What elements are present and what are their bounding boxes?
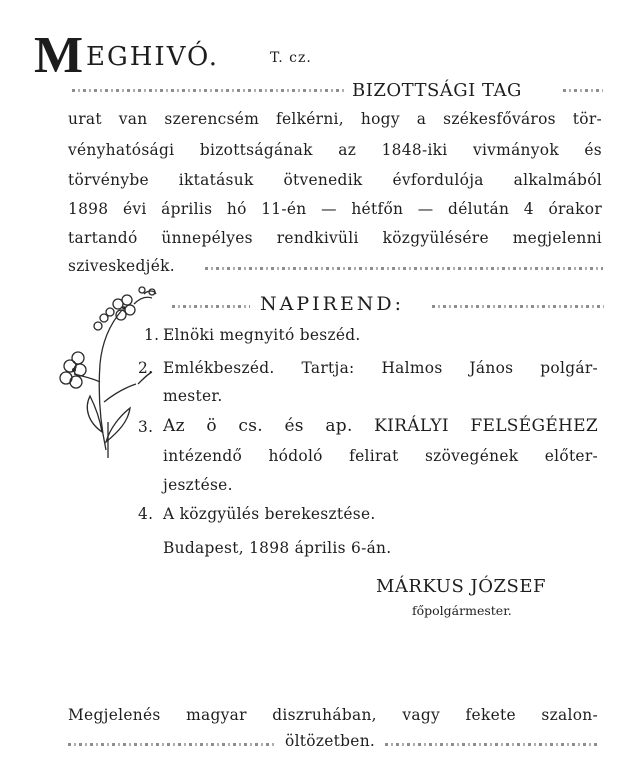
agenda-item-number: 2. xyxy=(138,359,154,377)
body-line: törvénybe iktatásuk ötvenedik évfordulója alkalmából xyxy=(68,171,602,189)
agenda-item-text: Elnöki megnyitó beszéd. xyxy=(163,326,361,344)
ornamental-rule xyxy=(205,262,603,274)
agenda-item-number: 4. xyxy=(138,505,154,523)
agenda-title: NAPIREND: xyxy=(260,293,405,315)
drop-cap: M xyxy=(34,27,84,84)
signature-name: MÁRKUS JÓZSEF xyxy=(376,576,546,597)
ornamental-rule xyxy=(385,738,599,750)
agenda-item-text: Emlékbeszéd. Tartja: Halmos János polgár- xyxy=(163,359,598,377)
ornamental-rule xyxy=(563,84,603,96)
body-line: vényhatósági bizottságának az 1848-iki vivmányok és xyxy=(68,141,602,159)
ornamental-rule xyxy=(172,300,250,312)
salutation: T. cz. xyxy=(270,50,312,66)
place-date: Budapest, 1898 április 6-án. xyxy=(163,539,392,557)
dress-code-line: öltözetben. xyxy=(285,732,376,750)
agenda-item-text: Az ö cs. és ap. KIRÁLYI FELSÉGÉHEZ xyxy=(163,416,598,436)
dress-code-line: Megjelenés magyar diszruhában, vagy fekete szalon- xyxy=(68,706,598,724)
agenda-item-text: intézendő hódoló felirat szövegének előter- xyxy=(163,447,598,465)
agenda-item-text: mester. xyxy=(163,387,223,405)
body-line: 1898 évi április hó 11-én — hétfőn — délután 4 órakor xyxy=(68,200,602,218)
agenda-item-text: A közgyülés berekesztése. xyxy=(163,505,376,523)
agenda-item-text: jesztése. xyxy=(163,476,233,494)
addressee-title: BIZOTTSÁGI TAG xyxy=(352,80,522,101)
agenda-item-number: 3. xyxy=(138,418,154,436)
agenda-item-number: 1. xyxy=(144,326,160,344)
body-line: tartandó ünnepélyes rendkivüli közgyülésére megjelenni xyxy=(68,229,602,247)
ornamental-rule xyxy=(432,300,604,312)
ornamental-rule xyxy=(72,84,344,96)
body-line: sziveskedjék. xyxy=(68,257,175,275)
ornamental-rule xyxy=(68,738,274,750)
invitation-title: EGHIVÓ. xyxy=(86,42,220,72)
signature-title: főpolgármester. xyxy=(412,603,512,618)
body-line: urat van szerencsém felkérni, hogy a székesfőváros tör- xyxy=(68,110,602,128)
